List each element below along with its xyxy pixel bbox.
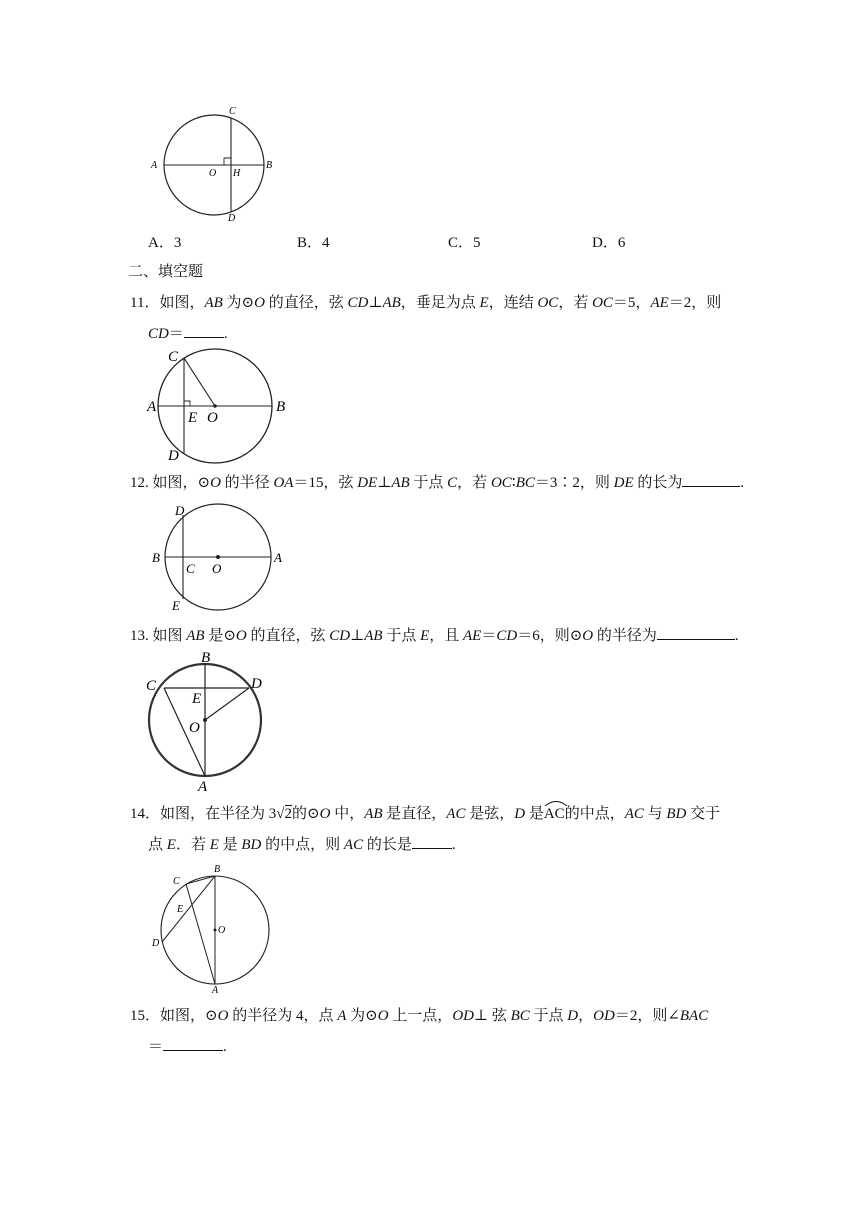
q14-label-D: D [152, 938, 160, 949]
q13-label-B: B [201, 650, 211, 666]
q11-line2: CD＝ . [148, 323, 228, 344]
section-title: 二、填空题 [128, 264, 204, 280]
q11-label-D: D [168, 448, 179, 464]
q15-line2: ＝ . [148, 1036, 227, 1057]
q15-line1: 15．如图，⊙O 的半径为 4，点 A 为⊙O 上一点，OD⊥ 弦 BC 于点 D，OD＝2，则∠BAC [130, 1008, 709, 1024]
q10-label-D: D [228, 213, 236, 224]
q12-label-O: O [212, 561, 222, 576]
q12-answer-blank[interactable] [682, 472, 740, 487]
q11-number: 11． [130, 295, 160, 311]
q10-option-d: D．6 [592, 235, 626, 251]
q14-line2: 点 E．若 E 是 BD 的中点，则 AC 的长是 . [148, 834, 456, 855]
q14-line1: 14．如图，在半径为 3√2的⊙O 中，AB 是直径，AC 是弦，D 是 AC的中点，AC 与 BD 交于 [130, 804, 720, 824]
q12-label-C: C [186, 561, 195, 576]
q15-number: 15． [130, 1008, 161, 1024]
q13-line1: 13. 如图 AB 是⊙O 的直径，弦 CD⊥AB 于点 E，且 AE＝CD＝6，则⊙O 的半径为 . [130, 625, 739, 646]
sqrt-sign: √ [276, 806, 285, 822]
q12-line1: 12. 如图，⊙O 的半径 OA＝15，弦 DE⊥AB 于点 C，若 OC∶BC＝3∶2，则 DE 的长为 . [130, 472, 744, 493]
q14-label-O: O [218, 925, 226, 936]
q14-figure [148, 860, 278, 995]
q11-figure [143, 344, 293, 464]
q10-option-a: A．3 [148, 235, 182, 251]
q10-option-c: C．5 [448, 235, 481, 251]
q11-answer-blank[interactable] [184, 323, 224, 338]
q15-answer-blank[interactable] [163, 1036, 223, 1051]
q11-label-O: O [207, 410, 218, 426]
q10-label-B: B [266, 160, 273, 171]
q14-number: 14． [130, 806, 161, 822]
arc-icon [544, 799, 568, 807]
q11-label-C: C [168, 349, 179, 365]
q14-label-B: B [214, 864, 221, 875]
q10-option-b: B．4 [297, 235, 330, 251]
q12-label-D: D [175, 503, 185, 518]
q10-figure [140, 100, 280, 225]
q14-label-E: E [177, 904, 184, 915]
q12-figure [148, 500, 293, 615]
q13-answer-blank[interactable] [657, 625, 735, 640]
q13-number: 13. [130, 628, 149, 644]
q13-label-C: C [146, 678, 157, 694]
q13-label-E: E [192, 691, 202, 707]
q12-label-B: B [152, 550, 160, 565]
q12-label-E: E [172, 598, 180, 613]
q11-label-B: B [276, 399, 286, 415]
q13-figure [140, 648, 275, 793]
q12-number: 12. [130, 475, 149, 491]
q14-label-C: C [173, 876, 180, 887]
q14-label-A: A [212, 985, 219, 995]
q13-label-A: A [198, 779, 208, 793]
q11-label-A: A [147, 399, 157, 415]
q10-label-C: C [229, 106, 236, 117]
q10-label-A: A [151, 160, 158, 171]
q13-label-O: O [189, 720, 200, 736]
q10-label-O: O [209, 168, 217, 179]
q11-line1: 11．如图，AB 为⊙O 的直径，弦 CD⊥AB，垂足为点 E，连结 OC，若 OC＝5，AE＝2，则 [130, 295, 722, 311]
q10-label-H: H [233, 168, 241, 179]
q11-label-E: E [188, 410, 198, 426]
arc-notation: AC [544, 804, 565, 824]
q12-label-A: A [274, 550, 282, 565]
q14-answer-blank[interactable] [412, 834, 452, 849]
q13-label-D: D [251, 676, 262, 692]
